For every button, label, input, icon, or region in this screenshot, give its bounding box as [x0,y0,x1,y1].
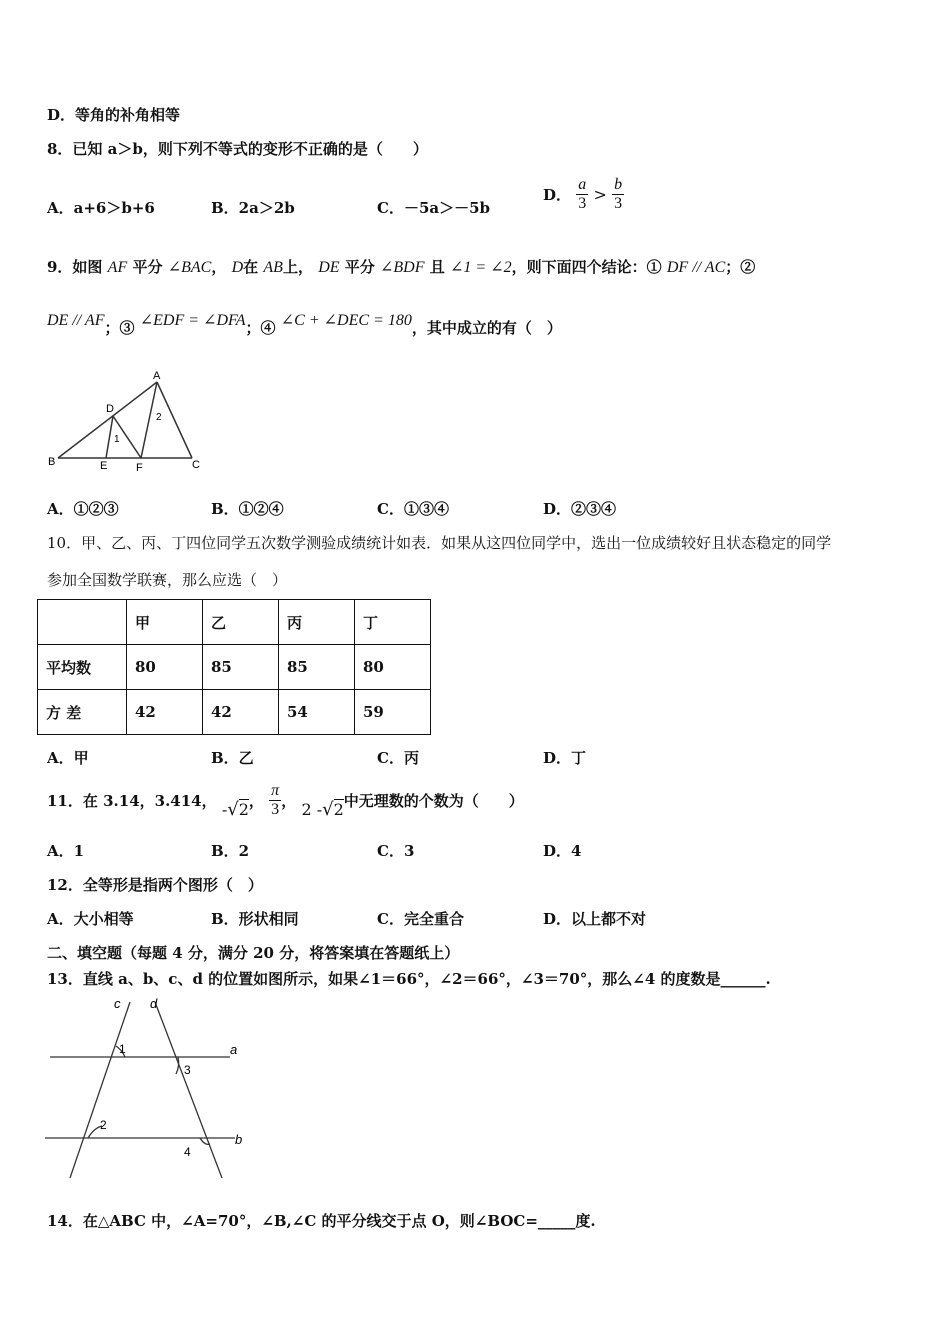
math-angle-bdf: ∠BDF [380,259,425,276]
table-cell: 85 [279,645,355,690]
q12-option-c: C．完全重合 [377,910,464,928]
label-angle-1: 1 [114,434,120,445]
q11-option-d: D．4 [543,842,582,860]
label-angle-4: 4 [184,1145,191,1159]
q14-stem: 14．在△ABC 中，∠A=70°，∠B,∠C 的平分线交于点 O，则∠BOC=_____度. [47,1212,596,1230]
denominator: 3 [578,195,587,212]
q11-option-a: A．1 [47,842,85,860]
label-b: B [48,456,56,468]
label-c: c [114,996,121,1011]
label-a: A [153,370,161,382]
label-d: D [106,403,114,415]
sqrt-icon: √ [322,798,334,820]
line-c [70,1002,130,1178]
numerator: a [578,176,587,193]
q8-option-d [543,176,624,213]
label-angle-2: 2 [100,1118,107,1132]
math-de: DE [318,259,340,276]
label-angle-2: 2 [156,412,162,423]
q10-option-d: D．丁 [543,749,587,767]
numerator: π [271,782,280,799]
q10-stem-line2: 参加全国数学联赛，那么应选（ ） [47,571,288,589]
table-cell: 59 [355,690,431,735]
q7-option-d: D．等角的补角相等 [47,106,181,124]
label-c: C [192,459,200,471]
segment-af [141,382,157,458]
table-cell: 甲 [127,600,203,645]
table-cell: 80 [127,645,203,690]
text: ，其中成立的有（ ） [411,319,562,337]
math-angle-bac: ∠BAC [167,259,212,276]
minus-sign: - [221,799,228,819]
q8-option-c: C．－5a＞－5b [377,199,491,217]
denominator: 3 [614,195,623,212]
q11-option-c: C．3 [377,842,415,860]
table-cell: 丙 [279,600,355,645]
q9-option-c: C．①③④ [377,500,449,518]
q13-lines-figure [40,994,260,1184]
text: 平分 [344,258,375,276]
text: 在 [243,258,259,276]
text: 上， [282,258,313,276]
math-angle-edf-dfa: ∠EDF = ∠DFA [139,312,246,329]
math-de-parallel-af: DE // AF [47,312,105,329]
q11-option-b: B．2 [211,842,250,860]
q12-option-d: D．以上都不对 [543,910,647,928]
table-cell: 方 差 [38,690,127,735]
table-cell [38,600,127,645]
radicand: 2 [238,799,249,819]
q13-stem: 13．直线 a、b、c、d 的位置如图所示，如果∠1＝66°，∠2＝66°，∠3＝70°，那么∠4 的度数是______. [47,970,771,988]
q10-option-b: B．乙 [211,749,254,767]
segment-ac [157,382,192,458]
sqrt-icon: √ [227,798,239,820]
math-angle-equal: ∠1 = ∠2 [450,259,512,276]
text: 平分 [132,258,163,276]
math-df-parallel-ac: DF // AC [666,259,726,276]
q8-stem: 8．已知 a＞b，则下列不等式的变形不正确的是（ ） [47,140,428,158]
math-neg-sqrt2 [222,800,249,819]
label-f: F [136,462,143,474]
q9-option-b: B．①②④ [211,500,284,518]
table-cell: 丁 [355,600,431,645]
table-header-row [38,600,431,645]
text: ， [281,792,297,810]
text: ；④ [245,319,276,337]
text: 且 [429,258,445,276]
section-heading: 二、填空题（每题 4 分，满分 20 分，将答案填在答题纸上） [47,944,460,962]
text: 中无理数的个数为（ ） [343,792,524,810]
text: 11．在 3.14，3.414， [47,792,217,810]
text: ， [211,258,227,276]
label-angle-3: 3 [184,1063,191,1077]
math-text: 2 - [301,799,323,819]
text: ；② [725,258,756,276]
label-angle-1: 1 [119,1042,126,1056]
denominator: 3 [271,801,280,818]
q9-stem-line2 [47,310,562,338]
table-cell: 平均数 [38,645,127,690]
radicand: 2 [333,799,344,819]
table-cell: 42 [127,690,203,735]
text: 9．如图 [47,258,103,276]
label-e: E [100,460,108,472]
q9-option-d: D．②③④ [543,500,617,518]
table-cell: 85 [203,645,279,690]
q10-option-c: C．丙 [377,749,419,767]
label-a: a [230,1042,238,1057]
table-cell: 乙 [203,600,279,645]
segment-de [106,416,113,458]
q11-stem [47,782,524,820]
q10-option-a: A．甲 [47,749,89,767]
math-d: D [231,259,244,276]
q12-option-a: A．大小相等 [47,910,134,928]
table-cell: 42 [203,690,279,735]
math-ab: AB [263,259,283,276]
score-table [37,599,431,735]
greater-than: > [593,185,607,204]
table-row [38,690,431,735]
label-b: b [235,1132,243,1147]
table-cell: 54 [279,690,355,735]
numerator: b [614,176,623,193]
label-d: d [150,996,158,1011]
option-label: D． [543,186,572,204]
math-2-minus-sqrt2 [301,800,343,819]
q10-stem-line1: 10．甲、乙、丙、丁四位同学五次数学测验成绩统计如表．如果从这四位同学中，选出一位成绩较好且状态稳定的同学 [47,534,832,552]
text: ，则下面四个结论：① [511,258,662,276]
fraction-b-over-3 [612,176,624,213]
q8-option-b: B．2a＞2b [211,199,295,217]
q12-option-b: B．形状相同 [211,910,299,928]
text: ；③ [104,319,135,337]
text: ， [248,792,264,810]
q9-option-a: A．①②③ [47,500,119,518]
fraction-a-over-3 [576,176,588,213]
q12-stem: 12．全等形是指两个图形（ ） [47,876,263,894]
q8-option-a: A．a+6＞b+6 [47,199,155,217]
math-angle-sum: ∠C + ∠DEC = 180 [280,312,412,329]
table-row [38,645,431,690]
q9-triangle-figure [40,368,210,476]
fraction-pi-over-3 [269,782,281,819]
table-cell: 80 [355,645,431,690]
q9-stem-line1 [47,256,755,277]
math-af: AF [107,259,128,276]
